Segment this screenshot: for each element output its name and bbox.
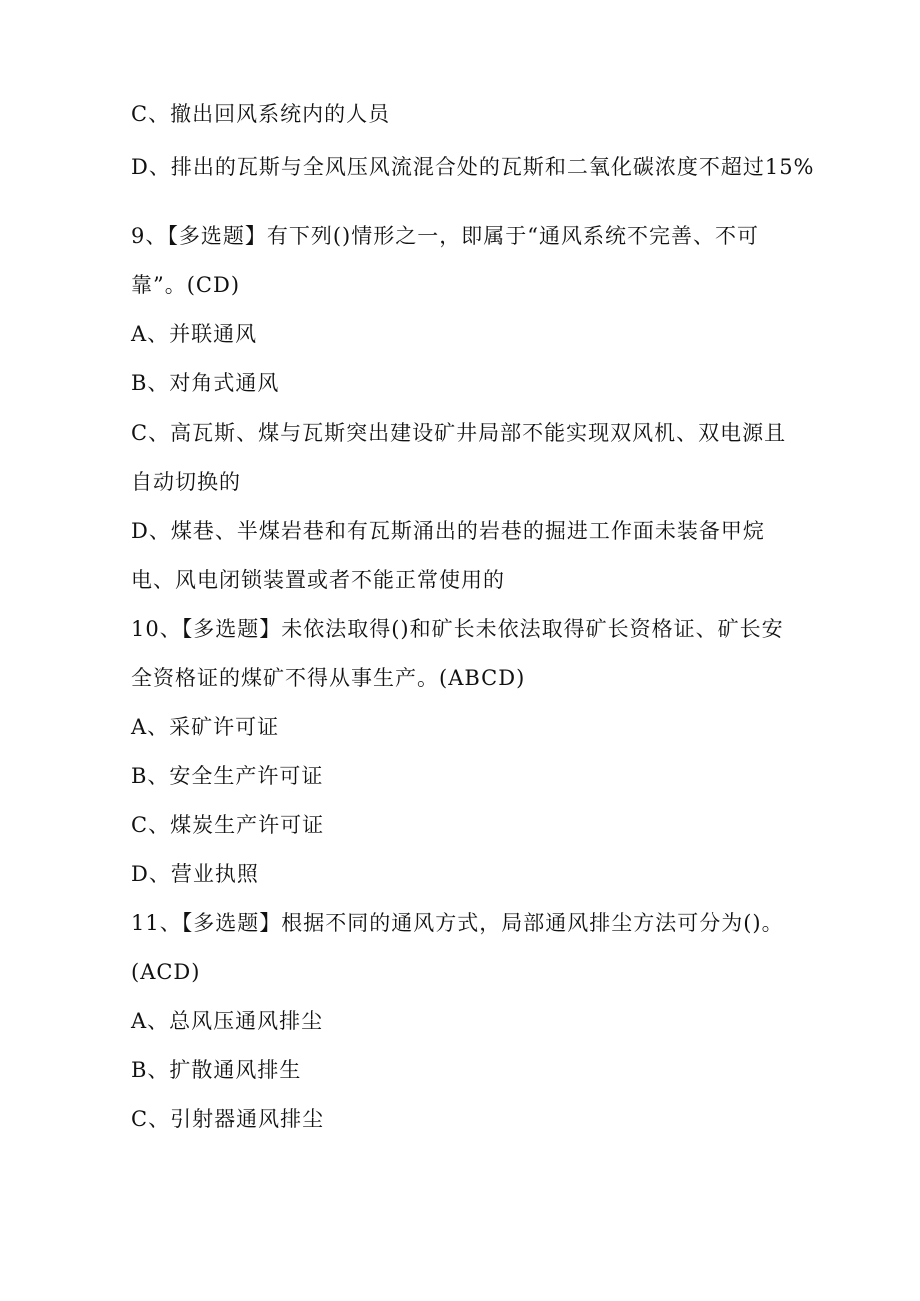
option-a-q9: A、并联通风 xyxy=(131,322,258,346)
option-c-q10: C、煤炭生产许可证 xyxy=(131,813,325,837)
option-b-q10: B、安全生产许可证 xyxy=(131,764,324,788)
option-b-q9: B、对角式通风 xyxy=(131,371,280,395)
option-d-q10: D、营业执照 xyxy=(131,862,259,886)
question-11-line-2: (ACD) xyxy=(131,960,201,984)
option-d-q9-line-2: 电、风电闭锁装置或者不能正常使用的 xyxy=(131,568,505,592)
option-c-q11: C、引射器通风排尘 xyxy=(131,1107,325,1131)
question-11-line-1: 11、【多选题】根据不同的通风方式，局部通风排尘方法可分为()。 xyxy=(131,911,784,935)
option-d-q8: D、排出的瓦斯与全风压风流混合处的瓦斯和二氧化碳浓度不超过15% xyxy=(131,155,815,179)
question-9-line-1: 9、【多选题】有下列()情形之一，即属于“通风系统不完善、不可 xyxy=(131,224,759,248)
option-d-q9-line-1: D、煤巷、半煤岩巷和有瓦斯涌出的岩巷的掘进工作面未装备甲烷 xyxy=(131,519,765,543)
option-a-q10: A、采矿许可证 xyxy=(131,715,280,739)
option-c-q8: C、撤出回风系统内的人员 xyxy=(131,102,391,126)
option-b-q11: B、扩散通风排生 xyxy=(131,1058,302,1082)
question-10-line-1: 10、【多选题】未依法取得()和矿长未依法取得矿长资格证、矿长安 xyxy=(131,617,784,641)
option-c-q9-line-2: 自动切换的 xyxy=(131,470,241,494)
question-9-line-2: 靠”。(CD) xyxy=(131,273,241,297)
option-c-q9-line-1: C、高瓦斯、煤与瓦斯突出建设矿井局部不能实现双风机、双电源且 xyxy=(131,421,787,445)
option-a-q11: A、总风压通风排尘 xyxy=(131,1009,324,1033)
question-10-line-2: 全资格证的煤矿不得从事生产。(ABCD) xyxy=(131,666,526,690)
